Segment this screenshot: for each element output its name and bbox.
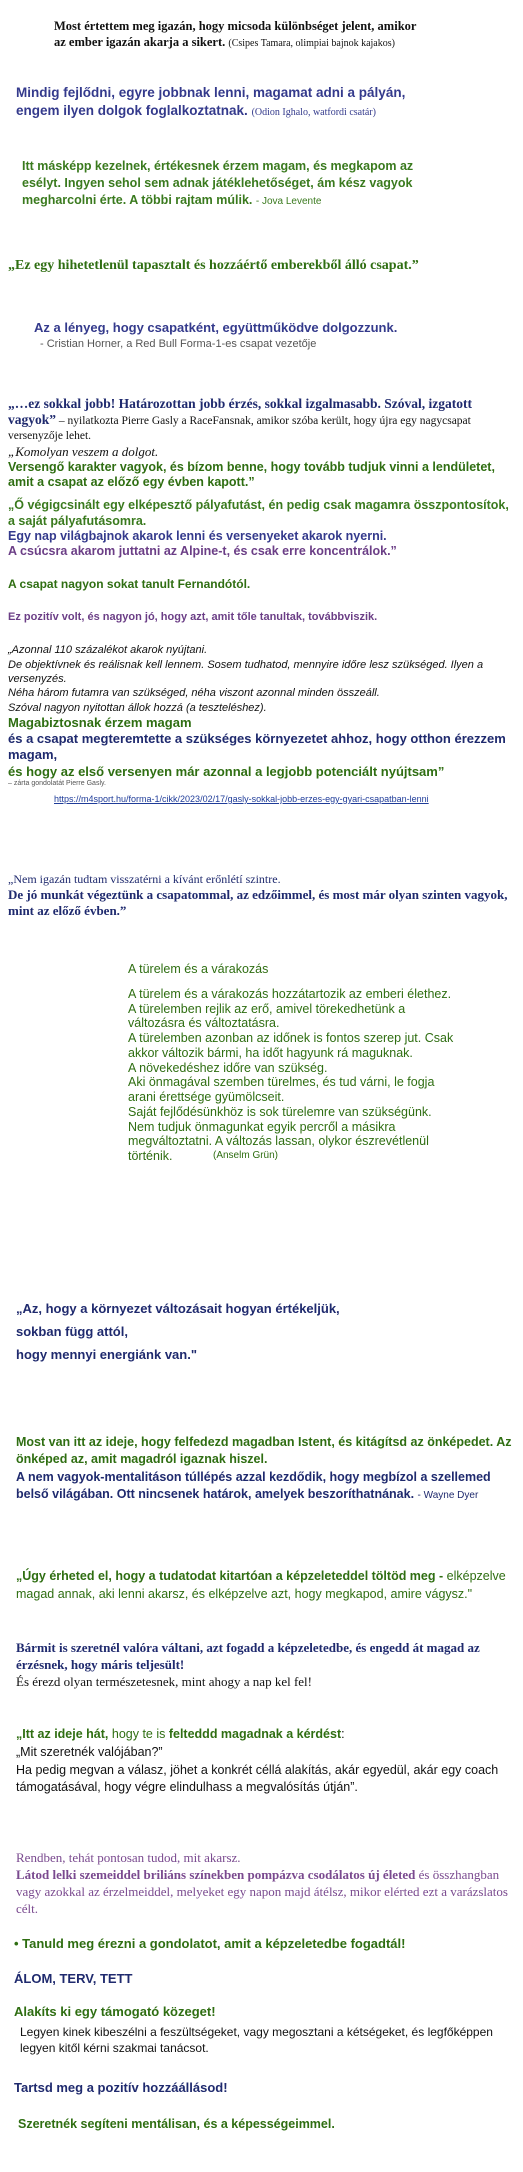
gasly-magabiztos-2: és a csapat megteremtette a szükséges környezetet ahhoz, hogy otthon érezzem magam,	[8, 731, 506, 763]
quote-text: „Úgy érheted el, hogy a tudatodat kitartóan a képzeleteddel töltöd meg -	[16, 1569, 444, 1583]
patience-title: A türelem és a várakozás	[128, 962, 269, 976]
quote-text: Most van itt az ideje, hogy felfedezd magadban Istent, és kitágítsd az önképedet. Az önképed az, amit magadról igaznak hiszel.	[16, 1435, 512, 1467]
quote-text: esélyt. Ingyen sehol sem adnak játéklehetőséget, ám kész vagyok	[22, 175, 413, 190]
gasly-csucsra: A csúcsra akarom juttatni az Alpine-t, és csak erre koncentrálok.”	[8, 544, 397, 559]
quote-dream	[16, 1640, 516, 1691]
gasly-zarta: – zárta gondolatát Pierre Gasly.	[8, 779, 106, 787]
gasly-fernando: A csapat nagyon sokat tanult Fernandótól.	[8, 577, 251, 592]
quote-text: „Nem igazán tudtam visszatérni a kívánt erőnlétí szintre.	[8, 872, 281, 886]
patience-text	[128, 962, 458, 1162]
quote-text: Rendben, tehát pontosan tudod, mit akarsz.	[16, 1850, 241, 1865]
quote-return	[8, 872, 516, 920]
question-rest: Ha pedig megvan a válasz, jöhet a konkrét céllá alakítás, akár egyedül, akár egy coach támogatásával, hogy végre elindulhass a megvalósítás útján”.	[16, 1762, 499, 1795]
quote-jova	[22, 158, 516, 209]
gasly-article	[8, 396, 518, 807]
quote-text: „Ez egy hihetetlenül tapasztalt és hozzáértő emberekből álló csapat.”	[8, 258, 419, 273]
final-legyen: Legyen kinek kibeszélni a feszültségeket, vagy megosztani a kétségeket, és legfőképpen legyen kitől kérni szakmai tanácsot.	[20, 2025, 493, 2055]
question-lead: felteddd magadnak a kérdést	[168, 1727, 342, 1741]
quote-source: - Cristian Horner, a Red Bull Forma-1-es csapat vezetője	[40, 337, 317, 350]
gasly-magabiztos-3: és hogy az első versenyen már azonnal a legjobb potenciált nyújtsam”	[8, 763, 445, 779]
gasly-vegig: „Ő végigcsinált egy elképesztő pályafutást, én pedig csak magamra összpontosítok, a saját pályafutásomra.	[8, 498, 509, 528]
quote-text: Most értettem meg igazán, hogy micsoda különbséget jelent, amikor	[54, 19, 417, 33]
quote-source: - Wayne Dyer	[417, 1489, 479, 1501]
gasly-lead-rest: – nyilatkozta Pierre Gasly a RaceFansnak, amikor szóba került, hogy újra egy nagycsapat versenyzője lehet.	[8, 415, 471, 442]
quote-source: - Jova Levente	[255, 195, 322, 207]
quote-imagine	[16, 1567, 518, 1603]
quote-environment	[16, 1298, 516, 1366]
quote-source: (Odion Ighalo, watfordi csatár)	[251, 106, 376, 118]
final-alom: ÁLOM, TERV, TETT	[14, 1971, 133, 1986]
quote-horner	[34, 320, 514, 351]
gasly-komolyan: „Komolyan veszem a dolgot.	[8, 443, 159, 459]
gasly-lead: „…ez sokkal jobb! Határozottan jobb érzés, sokkal izgalmasabb. Szóval, izgatott vagyok”	[8, 396, 472, 428]
patience-source: (Anselm Grün)	[213, 1149, 279, 1161]
gasly-egy-nap: Egy nap világbajnok akarok lenni és versenyeket akarok nyerni.	[8, 528, 387, 543]
final-tanuld: • Tanuld meg érezni a gondolatot, amit a képzeletedbe fogadtál!	[14, 1936, 406, 1951]
gasly-italic-2: De objektívnek és reálisnak kell lennem. Sosem tudhatod, mennyire időre lesz szükséged. Ilyen a versenyzés.	[8, 658, 484, 686]
gasly-magabiztos-1: Magabiztosnak érzem magam	[8, 714, 192, 730]
final-alakits: Alakíts ki egy támogató közeget!	[14, 2004, 216, 2019]
quote-text: és összhangban vagy azokkal az érzelmeiddel, melyeket egy napon majd átélsz, mikor elérted ezt a varázslatos célt.	[16, 1866, 508, 1916]
question-lead: :	[341, 1727, 345, 1741]
quote-text: az ember igazán akarja a sikert.	[54, 35, 226, 50]
quote-text: Mindig fejlődni, egyre jobbnak lenni, magamat adni a pályán,	[16, 85, 406, 100]
quote-dyer	[16, 1434, 516, 1503]
quote-text: megharcolni érte. A többi rajtam múlik.	[22, 192, 253, 207]
quote-question	[16, 1726, 516, 1797]
quote-csipes	[54, 18, 514, 51]
question-text: „Mit szeretnék valójában?”	[16, 1744, 163, 1759]
final-list	[14, 1936, 518, 2131]
question-lead: „Itt az ideje hát,	[16, 1727, 109, 1741]
quote-text: sokban függ attól,	[16, 1323, 128, 1339]
quote-text: Itt másképp kezelnek, értékesnek érzem magam, és megkapom az	[22, 159, 414, 173]
quote-text: engem ilyen dolgok foglalkoztatnak.	[16, 102, 248, 118]
quote-text: Az a lényeg, hogy csapatként, együttműködve dolgozzunk.	[34, 320, 398, 335]
quote-text: „Az, hogy a környezet változásait hogyan értékeljük,	[16, 1301, 340, 1316]
article-link[interactable]: https://m4sport.hu/forma-1/cikk/2023/02/17/gasly-sokkal-jobb-erzes-egy-gyari-csapatban-lenni	[54, 793, 429, 804]
gasly-italic-1: „Azonnal 110 százalékot akarok nyújtani.	[8, 644, 208, 657]
gasly-italic-3: Néha három futamra van szükséged, néha viszont azonnal minden összeáll.	[8, 687, 380, 700]
quote-source: (Csipes Tamara, olimpiai bajnok kajakos)	[228, 38, 395, 50]
patience-body: A türelem és a várakozás hozzátartozik az emberi élethez. A türelemben rejlik az erő, amivel törekedhetünk a változásra és változtatásra. A türelemben azonban az időnek is fontos szerep jut. Csak akkor változik bármi, ha időt hagyunk rá maguknak. A növekedéshez időre van szükség. Aki önmagával szemben türelmes, és tud várni, le fogja arani érettsége gyümölcseit. Saját fejlődésünkhöz is sok türelemre van szükségünk. Nem tudjuk önmagunkat egyik percről a másikra megváltoztatni. A változás lassan, olykor észrevétlenül történik.	[128, 986, 454, 1163]
quote-text: elképzelve magad annak, aki lenni akarsz, és elképzelve azt, hogy megkapod, amire vágysz."	[16, 1569, 506, 1602]
question-lead: hogy te is	[108, 1727, 169, 1741]
gasly-pozitiv: Ez pozitív volt, és nagyon jó, hogy azt, amit tőle tanultak, továbbviszik.	[8, 611, 378, 624]
quote-text: Bármit is szeretnél valóra váltani, azt fogadd a képzeletedbe, és engedd át magad az érzésnek, hogy máris teljesült!	[16, 1640, 480, 1672]
quote-rendben	[16, 1850, 516, 1918]
final-tartsd: Tartsd meg a pozitív hozzáállásod!	[14, 2080, 228, 2096]
quote-team	[8, 258, 518, 274]
gasly-italic-4: Szóval nagyon nyitottan állok hozzá (a teszteléshez).	[8, 701, 267, 714]
quote-text: Látod lelki szemeiddel briliáns színekben pompázva csodálatos új életed	[16, 1866, 416, 1882]
quote-text: hogy mennyi energiánk van."	[16, 1346, 197, 1362]
gasly-versengo: Versengő karakter vagyok, és bízom benne, hogy tovább tudjuk vinni a lendületet, amit a csapat az előző egy évben kapott.”	[8, 459, 495, 490]
quote-ighalo	[16, 84, 516, 119]
final-szeretnek: Szeretnék segíteni mentálisan, és a képességeimmel.	[18, 2117, 335, 2132]
quote-text: De jó munkát végeztünk a csapatommal, az edzőimmel, és most már olyan szinten vagyok, mint az előző évben.”	[8, 887, 508, 919]
quote-text: És érezd olyan természetesnek, mint ahogy a nap kel fel!	[16, 1673, 312, 1689]
quote-text: A nem vagyok-mentalitáson túllépés azzal kezdődik, hogy megbízol a szellemed belső világában. Ott nincsenek határok, amelyek beszoríthatnának.	[16, 1469, 491, 1501]
